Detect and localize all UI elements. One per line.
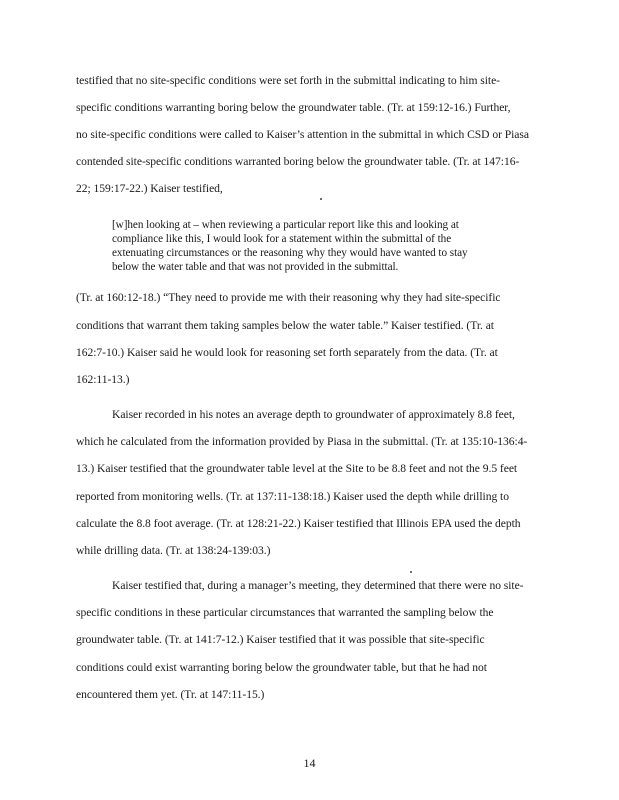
text-line: 162:11-13.) — [76, 373, 130, 386]
text-line: 13.) Kaiser testified that the groundwater table level at the Site to be 8.8 feet and not the 9.5 feet — [76, 462, 518, 475]
page-number: 14 — [303, 756, 316, 770]
quote-line: extenuating circumstances or the reasoning why they would have wanted to stay — [112, 247, 468, 259]
text-line: (Tr. at 160:12-18.) “They need to provide me with their reasoning why they had site-specific — [76, 291, 501, 304]
text-line: 22; 159:17-22.) Kaiser testified, — [76, 182, 223, 195]
quote-line: compliance like this, I would look for a statement within the submittal of the — [112, 233, 452, 245]
text-line: which he calculated from the information provided by Piasa in the submittal. (Tr. at 135:10-136:4- — [76, 435, 528, 448]
text-line: conditions could exist warranting boring below the groundwater table, but that he had not — [76, 661, 487, 674]
text-line: encountered them yet. (Tr. at 147:11-15.) — [76, 688, 265, 701]
text-line: specific conditions in these particular circumstances that warranted the sampling below the — [76, 606, 494, 619]
text-line: Kaiser testified that, during a manager’s meeting, they determined that there were no site- — [112, 579, 524, 592]
text-line: calculate the 8.8 foot average. (Tr. at 128:21-22.) Kaiser testified that Illinois EPA used the depth — [76, 517, 521, 530]
quote-line: below the water table and that was not provided in the submittal. — [112, 261, 399, 273]
quote-line: [w]hen looking at – when reviewing a particular report like this and looking at — [112, 219, 459, 231]
text-line: groundwater table. (Tr. at 141:7-12.) Kaiser testified that it was possible that site-specific — [76, 633, 485, 646]
text-line: testified that no site-specific conditions were set forth in the submittal indicating to him site- — [76, 74, 500, 87]
text-line: specific conditions warranting boring below the groundwater table. (Tr. at 159:12-16.) Further, — [76, 101, 511, 114]
scan-speck — [410, 571, 412, 573]
scan-speck — [320, 198, 322, 200]
text-line: conditions that warrant them taking samples below the water table.” Kaiser testified. (Tr. at — [76, 319, 494, 332]
text-line: contended site-specific conditions warranted boring below the groundwater table. (Tr. at 147:16- — [76, 155, 520, 168]
text-line: while drilling data. (Tr. at 138:24-139:03.) — [76, 544, 271, 557]
text-line: no site-specific conditions were called to Kaiser’s attention in the submittal in which CSD or Piasa — [76, 128, 529, 141]
text-line: reported from monitoring wells. (Tr. at 137:11-138:18.) Kaiser used the depth while drilling to — [76, 490, 509, 503]
text-line: Kaiser recorded in his notes an average depth to groundwater of approximately 8.8 feet, — [112, 408, 515, 421]
text-line: 162:7-10.) Kaiser said he would look for reasoning set forth separately from the data. (Tr. at — [76, 346, 498, 359]
